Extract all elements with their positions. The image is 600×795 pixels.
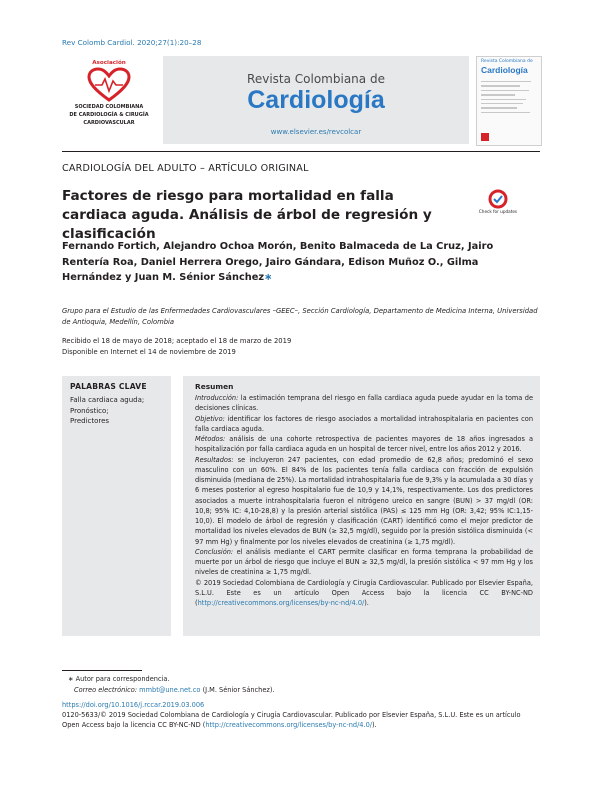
email-label: Correo electrónico: (74, 685, 138, 694)
cover-journal-name: Cardiología (481, 65, 528, 75)
logo-society-line-2: DE CARDIOLOGÍA & CIRUGÍA (69, 112, 149, 118)
footnote (68, 674, 275, 695)
abstract-license-close: ). (364, 599, 369, 607)
abstract-panel (183, 376, 540, 636)
keywords-title: PALABRAS CLAVE (70, 382, 147, 391)
email-link[interactable]: mmbt@une.net.co (139, 685, 201, 694)
cover-text-lines (481, 81, 537, 116)
journal-citation: Rev Colomb Cardiol. 2020;27(1):20–28 (62, 38, 202, 47)
logo-society-line-3: CARDIOVASCULAR (83, 120, 135, 126)
keywords-list (70, 395, 144, 427)
abstract-license (195, 578, 533, 609)
abstract-methods-label: Métodos: (195, 435, 226, 443)
abstract-introduction-label: Introducción: (195, 394, 239, 402)
journal-url-link[interactable]: www.elsevier.es/revcolcar (270, 128, 362, 136)
journal-name: Cardiología (247, 86, 385, 114)
journal-header-band (163, 56, 469, 144)
email-owner: (J.M. Sénior Sánchez). (200, 685, 275, 694)
abstract-objective-label: Objetivo: (195, 414, 225, 423)
journal-cover-thumbnail (476, 56, 542, 146)
abstract-conclusion-text: el análisis mediante el CART permite clasificar en forma temprana la probabilidad de muerte por un árbol de riesgo que incluye el BUN ≥ 32,5 mg/dl, la presión sistólica < 97 mm Hg y los niveles de creatinina ≥ 1,75 mg/dl. (195, 547, 533, 577)
doi-block (62, 700, 540, 730)
keyword-item: Predictores (70, 417, 110, 425)
abstract-introduction (195, 393, 533, 414)
journal-name-small: Revista Colombiana de (247, 72, 385, 86)
abstract-license-text: © 2019 Sociedad Colombiana de Cardiología y Cirugía Cardiovascular. Publicado por Elsevier España, S.L.U. Este es un artículo Open Access bajo la licencia CC BY-NC-ND ( (195, 578, 533, 607)
doi-link[interactable]: https://doi.org/10.1016/j.rccar.2019.03.006 (62, 701, 205, 709)
keyword-item: Pronóstico; (70, 406, 109, 415)
abstract-heading: Resumen (195, 382, 234, 391)
issn-license-text: 0120-5633/© 2019 Sociedad Colombiana de Cardiología y Cirugía Cardiovascular. Publicado por Elsevier España, S.L.U. Este es un artículo Open Access bajo la licencia CC BY-NC-ND ( (62, 711, 521, 729)
abstract-body (195, 393, 533, 608)
elsevier-logo-icon (481, 133, 489, 141)
abstract-introduction-text: la estimación temprana del riesgo en falla cardiaca aguda puede ayudar en la toma de decisiones clínicas. (195, 394, 533, 413)
header-divider (62, 151, 540, 152)
issn-license (62, 710, 540, 730)
article-title: Factores de riesgo para mortalidad en falla cardiaca aguda. Análisis de árbol de regresión y clasificación (62, 188, 432, 242)
corresponding-note: ∗ Autor para correspondencia. (68, 675, 170, 683)
cover-title: Revista Colombiana de (481, 59, 533, 64)
online-date: Disponible en Internet el 14 de noviembre de 2019 (62, 347, 236, 356)
abstract-results (195, 455, 533, 547)
footnote-divider (62, 670, 142, 671)
author-affiliation: Grupo para el Estudio de las Enfermedades Cardiovasculares –GEEC–, Sección Cardiología, Departamento de Medicina Interna, Universidad de Antioquia, Medellín, Colombia (62, 307, 538, 326)
abstract-conclusion (195, 547, 533, 578)
received-date: Recibido el 18 de mayo de 2018; aceptado el 18 de marzo de 2019 (62, 337, 292, 345)
authors-text: Fernando Fortich, Alejandro Ochoa Morón, Benito Balmaceda de La Cruz, Jairo Rentería Roa, Daniel Herrera Orego, Jairo Gándara, Edison Muñoz O., Gilma Hernández y Juan M. Sénior Sánchez (62, 241, 494, 283)
email-line (68, 685, 275, 696)
abstract-results-label: Resultados: (195, 455, 234, 464)
issn-license-close: ). (372, 721, 377, 729)
abstract-results-text: se incluyeron 247 pacientes, con edad promedio de 62,8 años; predominó el sexo masculino con un 60%. El 84% de los pacientes tenía falla cardiaca con fracción de expulsión disminuida (mediana de 25%). La mortalidad intrahospitalaria fue de 9,3% y la acumulada a 30 días y 6 meses posterior al egreso hospitalario fue de 10,9 y 14,1%, respectivamente. Los dos predictores asociados a muerte intrahospitalaria fueron el nitrógeno ureico en sangre (BUN) > 37 mg/dl (OR: 10,8; 95% IC: 4,10-28,8) y la presión arterial sistólica (PAS) ≤ 125 mm Hg (OR: 3,42; 95% IC:1,15-10,0). El modelo de árbol de regresión y clasificación (CART) identificó como el mejor predictor de mortalidad los niveles elevados de BUN (≥ 32,5 mg/dl), seguido por la presión sistólica disminuida (< 97 mm Hg) y finalmente por los niveles elevados de creatinina (≥ 1,75 mg/dl). (195, 455, 533, 546)
abstract-conclusion-label: Conclusión: (195, 547, 234, 556)
abstract-methods (195, 434, 533, 455)
keywords-panel (62, 376, 171, 636)
check-updates-icon (478, 188, 518, 218)
abstract-methods-text: análisis de una cohorte retrospectiva de pacientes mayores de 18 años ingresados a hospitalización por falla cardiaca aguda en un hospital de tercer nivel, entre los años 2012 y 2016. (195, 435, 533, 454)
society-logo (62, 56, 156, 144)
abstract-objective-text: identificar los factores de riesgo asociados a mortalidad intrahospitalaria en pacientes con falla cardiaca aguda. (195, 414, 533, 433)
author-list (62, 239, 522, 286)
check-updates-label: Check for updates (478, 209, 518, 214)
logo-society-line-1: SOCIEDAD COLOMBIANA (74, 104, 144, 110)
check-for-updates-badge[interactable] (478, 188, 518, 218)
article-dates (62, 336, 291, 357)
corresponding-author-mark[interactable]: ∗ (264, 272, 273, 283)
logo-association-label: Asociación (92, 60, 126, 66)
abstract-license-link[interactable]: http://creativecommons.org/licenses/by-nc-nd/4.0/ (197, 599, 365, 607)
heart-logo-icon (87, 68, 131, 102)
article-section-label: CARDIOLOGÍA DEL ADULTO – ARTÍCULO ORIGINAL (62, 163, 309, 174)
keyword-item: Falla cardiaca aguda; (70, 396, 145, 404)
issn-license-link[interactable]: http://creativecommons.org/licenses/by-nc-nd/4.0/ (205, 721, 372, 729)
abstract-objective (195, 414, 533, 435)
